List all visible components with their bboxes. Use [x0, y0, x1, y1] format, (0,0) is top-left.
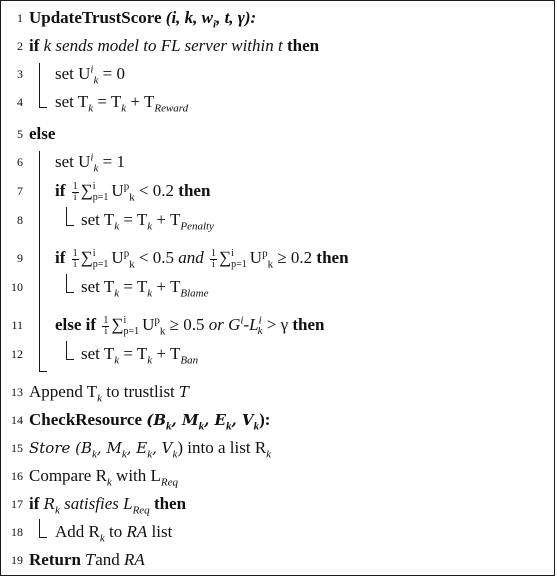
statement-mid: + T	[152, 210, 181, 229]
fraction-numerator: 1	[211, 247, 217, 259]
statement-text: to	[104, 522, 127, 541]
subscript: k	[54, 504, 60, 517]
subscript: k	[198, 420, 205, 433]
statement-tail: = 1	[98, 152, 125, 171]
statement-mid: + T	[126, 92, 155, 111]
algo-line-13	[1, 379, 554, 405]
statement-text: and	[95, 550, 120, 569]
keyword-or: or	[208, 315, 224, 334]
algo-line-19	[1, 547, 554, 573]
superscript: p	[154, 314, 160, 327]
subscript: Req	[160, 476, 179, 489]
function-args: , E	[204, 411, 226, 429]
algo-line-7	[1, 178, 554, 204]
line-number: 9	[17, 251, 23, 265]
statement-text: , E	[126, 439, 148, 457]
function-args: (i, k, w	[165, 8, 214, 27]
keyword-then: then	[153, 494, 187, 513]
subscript: k	[114, 287, 120, 300]
fraction	[102, 316, 109, 337]
subscript: k	[129, 258, 135, 271]
block-bracket	[66, 341, 74, 360]
algo-line-18	[1, 519, 554, 545]
statement-text: , V	[152, 439, 173, 457]
sum-upper: i	[92, 248, 96, 260]
fraction-numerator: 1	[103, 314, 109, 326]
line-number: 19	[11, 553, 23, 567]
fraction-denominator: i	[104, 325, 108, 337]
sum-lower: p=1	[123, 326, 140, 338]
superscript: p	[123, 180, 130, 193]
condition-text: satisfies L	[59, 494, 133, 513]
line-number: 2	[17, 39, 23, 53]
statement-mid: = T	[119, 277, 148, 296]
function-args: , V	[231, 411, 254, 429]
function-name: UpdateTrustScore	[29, 8, 162, 27]
sum-limits	[93, 248, 109, 270]
algo-line-15	[1, 435, 554, 461]
statement-mid: + T	[152, 277, 181, 296]
keyword-if: if	[55, 181, 66, 200]
line-number: 1	[17, 11, 23, 25]
superscript: i	[90, 151, 94, 164]
comparison: < 0.2	[138, 181, 175, 200]
fraction-numerator: 1	[72, 180, 78, 192]
ra-symbol: RA	[126, 522, 148, 541]
superscript: p	[262, 247, 268, 260]
statement-tail: = 0	[98, 64, 125, 83]
trustlist-symbol: T	[179, 383, 190, 401]
algo-line-6	[1, 149, 554, 175]
sum-upper: i	[92, 181, 96, 193]
algo-line-16	[1, 463, 554, 489]
subscript: k	[93, 162, 99, 175]
line-number: 17	[11, 497, 23, 511]
subscript: k	[114, 354, 120, 367]
algo-line-17	[1, 491, 554, 517]
subscript: k	[267, 258, 274, 271]
keyword-else-if: else if	[55, 315, 97, 334]
statement-text: Add R	[55, 522, 100, 541]
keyword-then: then	[286, 36, 320, 55]
subscript: k	[257, 325, 263, 338]
subscript: k	[147, 448, 153, 461]
subscript: k	[121, 102, 127, 115]
statement-text: , M	[96, 439, 122, 457]
subscript: k	[159, 325, 166, 338]
statement-text: ) into a list R	[177, 438, 267, 457]
sum-symbol: ∑	[80, 181, 93, 200]
fraction-denominator: i	[73, 191, 77, 203]
arg-subscript: i	[213, 18, 217, 31]
sum-variable: U	[249, 248, 263, 267]
algo-line-8	[1, 207, 554, 233]
algo-line-11	[1, 312, 554, 338]
subscript: k	[172, 448, 178, 461]
subscript: Ban	[180, 354, 199, 367]
subscript: k	[93, 74, 99, 87]
subscript: k	[114, 220, 120, 233]
keyword-then: then	[178, 181, 211, 200]
line-number: 12	[11, 347, 23, 361]
fraction-denominator: i	[212, 258, 215, 270]
keyword-else: else	[29, 124, 56, 143]
block-bracket	[39, 151, 47, 372]
function-name: CheckResource	[29, 410, 142, 429]
keyword-return: Return	[29, 550, 81, 569]
statement-text: set T	[81, 210, 115, 229]
algo-line-1	[1, 5, 554, 31]
statement-text: set T	[81, 277, 115, 296]
subscript: k	[97, 392, 103, 405]
statement-text: Append T	[29, 382, 98, 401]
keyword-if: if	[55, 248, 66, 267]
sum-upper: i	[123, 315, 127, 327]
block-bracket	[66, 274, 74, 293]
line-number: 11	[11, 318, 23, 332]
fraction-numerator: 1	[72, 247, 78, 259]
subscript: k	[106, 476, 112, 489]
trustlist-symbol: T	[85, 551, 96, 569]
subscript: k	[225, 420, 232, 433]
variable-l: -L	[243, 315, 259, 334]
keyword-if: if	[29, 36, 40, 55]
subscript: k	[147, 354, 153, 367]
algo-line-2	[1, 33, 554, 59]
block-bracket	[66, 207, 74, 226]
line-number: 15	[11, 441, 23, 455]
superscript: i	[258, 314, 262, 327]
algo-line-12	[1, 341, 554, 367]
superscript: i	[240, 314, 244, 327]
superscript: p	[123, 247, 130, 260]
statement-mid: = T	[119, 344, 148, 363]
line-number: 13	[11, 385, 23, 399]
sum-limits	[93, 181, 109, 203]
block-bracket	[39, 63, 47, 108]
comparison: ≥ 0.5	[169, 315, 205, 334]
statement-text: set T	[81, 344, 115, 363]
subscript: k	[166, 420, 172, 433]
fraction	[210, 249, 217, 270]
subscript: k	[147, 287, 153, 300]
keyword-then: then	[292, 315, 325, 334]
comparison: > γ	[262, 315, 289, 334]
line-number: 6	[17, 155, 23, 169]
block-bracket	[39, 519, 47, 538]
resource-symbol: R	[43, 495, 55, 513]
subscript: Penalty	[180, 220, 214, 233]
subscript: k	[253, 420, 260, 433]
subscript: k	[266, 448, 272, 461]
line-number: 16	[11, 469, 23, 483]
statement-text: set T	[55, 92, 89, 111]
statement-text: set U	[55, 64, 91, 83]
algo-line-5	[1, 121, 554, 147]
subscript: k	[92, 448, 97, 461]
function-args: (B	[146, 411, 167, 429]
line-number: 5	[17, 127, 23, 141]
sum-symbol: ∑	[219, 248, 232, 267]
keyword-if: if	[29, 494, 40, 513]
subscript: k	[121, 448, 127, 461]
statement-mid: + T	[152, 344, 181, 363]
subscript: Req	[132, 504, 150, 517]
superscript: i	[90, 63, 94, 76]
ra-symbol: RA	[124, 550, 145, 569]
statement-tail: to trustlist	[102, 382, 180, 401]
function-args: ):	[259, 410, 271, 429]
sum-upper: i	[231, 248, 234, 260]
line-number: 10	[11, 280, 23, 294]
algo-line-9	[1, 245, 554, 271]
sum-lower: p=1	[231, 259, 247, 271]
subscript: Reward	[154, 102, 189, 115]
algo-line-10	[1, 274, 554, 300]
fraction-denominator: i	[73, 258, 77, 270]
line-number: 18	[11, 525, 23, 539]
line-number: 14	[11, 413, 23, 427]
algo-line-3	[1, 61, 554, 87]
sum-symbol: ∑	[111, 315, 124, 334]
sum-lower: p=1	[92, 259, 109, 271]
sum-symbol: ∑	[80, 248, 93, 267]
statement-mid: = T	[93, 92, 122, 111]
sum-variable: U	[142, 315, 155, 334]
function-args-tail: , t, γ):	[216, 8, 257, 27]
subscript: k	[99, 532, 105, 545]
subscript: k	[88, 102, 94, 115]
sum-lower: p=1	[92, 192, 109, 204]
fraction	[72, 182, 79, 203]
keyword-then: then	[316, 248, 349, 267]
statement-text: with L	[111, 466, 161, 485]
sum-limits	[231, 248, 247, 270]
sum-limits	[123, 315, 139, 337]
fraction	[72, 249, 79, 270]
subscript: k	[129, 191, 135, 204]
variable-g: G	[228, 315, 241, 334]
subscript: Blame	[180, 287, 209, 300]
algo-line-14	[1, 407, 554, 433]
statement-text: Store (B	[29, 439, 93, 457]
sum-variable: U	[111, 181, 124, 200]
keyword-and: and	[178, 248, 204, 267]
subscript: k	[147, 220, 153, 233]
line-number: 7	[17, 184, 23, 198]
algo-line-4	[1, 89, 554, 115]
condition-text: k sends model to FL server within t	[43, 36, 283, 55]
line-number: 4	[17, 95, 23, 109]
sum-variable: U	[111, 248, 124, 267]
comparison: ≥ 0.2	[277, 248, 313, 267]
statement-text: set U	[55, 152, 91, 171]
line-number: 8	[17, 213, 23, 227]
function-args: , M	[171, 411, 199, 429]
line-number: 3	[17, 67, 23, 81]
statement-text: Compare R	[29, 466, 107, 485]
statement-text: list	[147, 522, 173, 541]
comparison: < 0.5	[138, 248, 175, 267]
statement-mid: = T	[119, 210, 148, 229]
